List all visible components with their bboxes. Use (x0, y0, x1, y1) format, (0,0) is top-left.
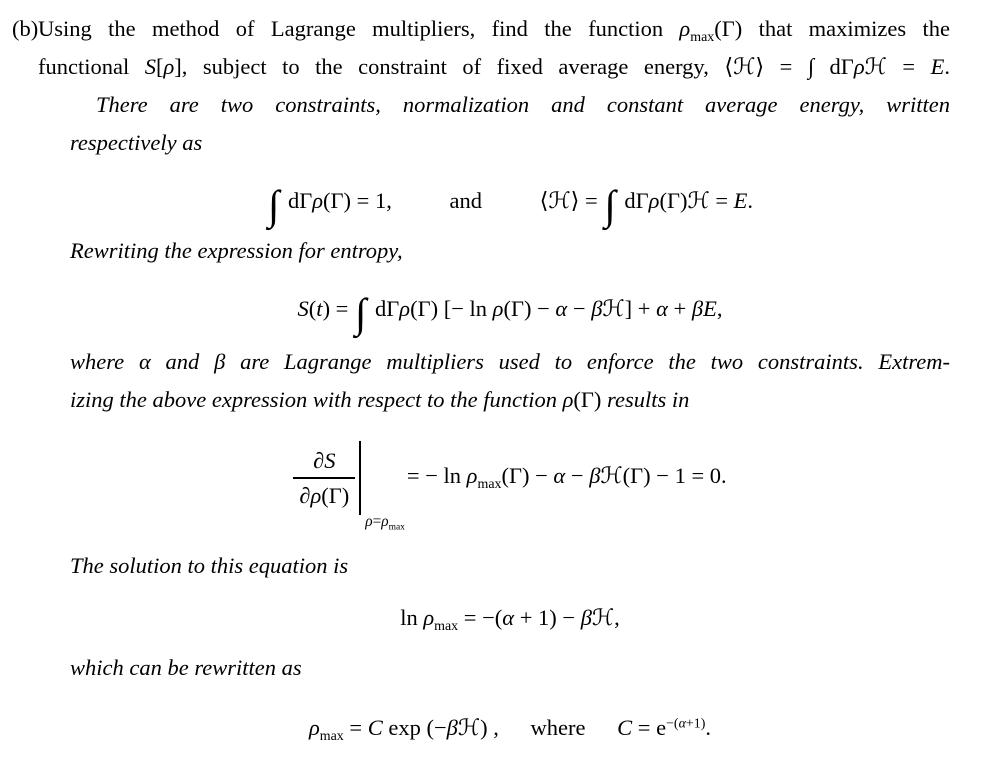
evaluation-subscript: $\rho=\rho_{max}$ (365, 513, 405, 533)
lagrange-note-line-2: izing the above expression with respect to the function ρ(Γ) results in (70, 386, 690, 412)
entropy-expression: S(t) = ∫ dΓρ(Γ) [− ln ρ(Γ) − α − βℋ] + α + βE, (297, 291, 723, 338)
equation-constraints (70, 176, 950, 230)
constant-definition: $C = e^{-(\alpha+1)}$. (617, 714, 712, 740)
fraction-numerator: ∂S (313, 447, 336, 473)
rho-max-expression: $\rho_{max} = C$ exp (−βℋ) , (308, 714, 499, 744)
paragraph-constraints-intro (70, 86, 950, 162)
ln-rho-max-expression: $\ln \rho_{max} = -(\alpha + 1)$ − βℋ, (400, 604, 620, 634)
paragraph-rewriting-entropy (70, 232, 950, 270)
constraints-intro-line-1: There are two constraints, normalization and constant average energy, written (96, 92, 950, 117)
fraction-denominator: ∂ρ(Γ) (293, 477, 355, 509)
extremization-rhs: = − $\ln \rho_{max}(\Gamma) - \alpha$ − βℋ(Γ) − 1 = 0. (406, 462, 727, 492)
evaluation-bar (359, 441, 405, 533)
normalization-constraint: ∫ dΓρ(Γ) = 1, (267, 183, 392, 230)
where-connector: where (530, 714, 586, 740)
equation-ln-rho-max (70, 599, 950, 637)
rewriting-entropy-line: Rewriting the expression for entropy, (70, 238, 403, 264)
rewritten-as-line: which can be rewritten as (70, 654, 302, 680)
problem-statement (38, 10, 950, 86)
solution-body (70, 86, 950, 747)
equation-extremization (70, 435, 950, 533)
energy-constraint: ⟨ℋ⟩ = ∫ dΓρ(Γ)ℋ = E. (539, 183, 754, 230)
lagrange-note-line-1: where α and β are Lagrange multipliers used to enforce the two constraints. Extrem- (70, 348, 950, 374)
problem-statement-line-2: functional S[ρ], subject to the constraint of fixed average energy, ⟨ℋ⟩ = ∫ dΓρℋ = E. (38, 54, 950, 80)
problem-statement-line-1: Using the method of Lagrange multipliers, find the function $\rho_{max}(\Gamma)$ that maximizes the (38, 16, 950, 45)
problem-part-b (12, 10, 950, 86)
paragraph-lagrange-note (70, 343, 950, 419)
equation-rho-max (70, 709, 950, 747)
solution-intro-line: The solution to this equation is (70, 552, 349, 578)
paragraph-rewritten-as (70, 649, 950, 687)
equation-entropy (70, 284, 950, 338)
constraints-intro-line-2: respectively as (70, 130, 203, 155)
problem-label: (b) (12, 16, 39, 41)
paragraph-solution-intro (70, 547, 950, 585)
entropy-derivative-fraction (293, 447, 355, 509)
and-connector: and (449, 188, 482, 213)
